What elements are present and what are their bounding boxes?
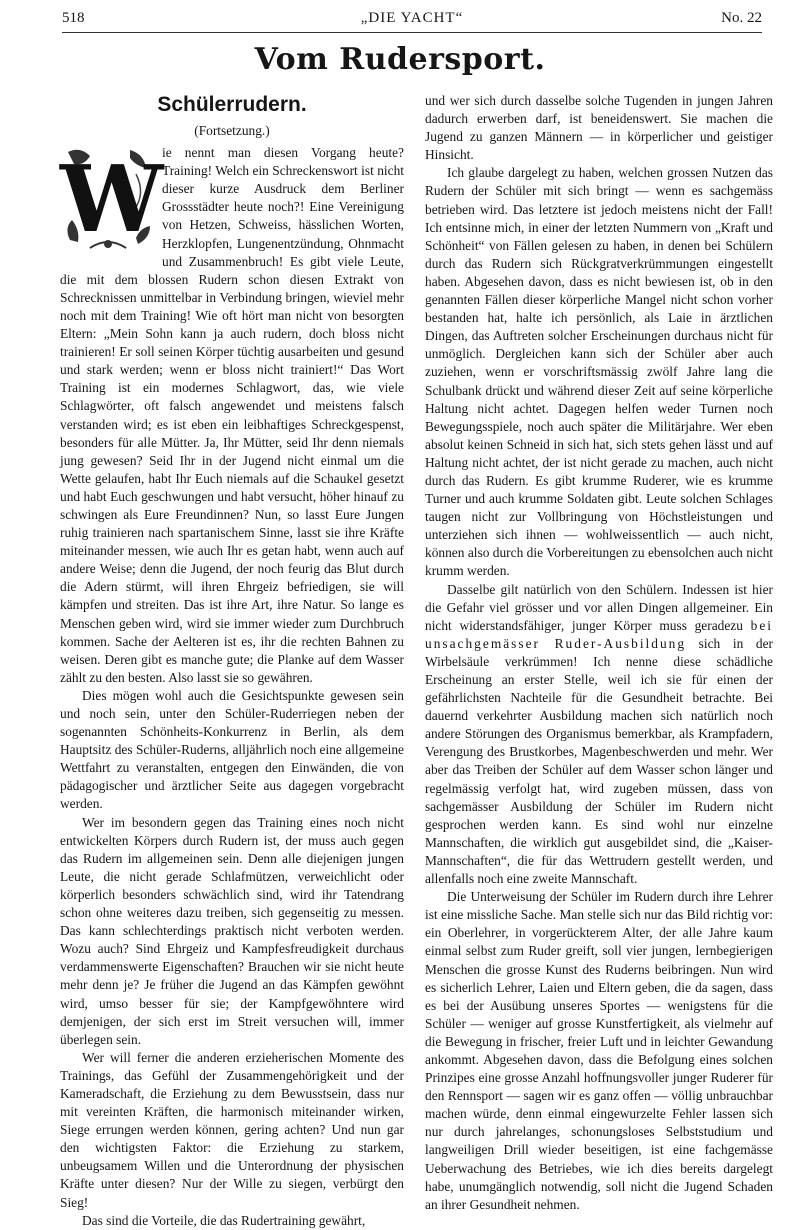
initial-letter: W	[60, 145, 164, 254]
page-number: 518	[62, 10, 85, 26]
emphasized-text: bei unsachgemässer Ruder-Ausbildung	[425, 617, 773, 651]
paragraph: Dies mögen wohl auch die Gesichtspunkte gewesen sein und noch sein, unter den Schüler-Ruderriegen neben der sogenannten Schönheits-Konkurrenz in Berlin, als dem Hauptsitz des Schüler-Ruderns, alljährlich noch eine allgemeine Wettfahrt zu veranstalten, entgegen den Einwänden, die von pädagogischer und ärztlicher Seite aus dagegen vorgebracht werden.	[60, 687, 404, 812]
issue-number: No. 22	[721, 10, 762, 26]
right-column	[425, 92, 773, 1214]
left-column	[60, 90, 404, 1230]
paragraph: Ich glaube dargelegt zu haben, welchen grossen Nutzen das Rudern der Schüler mit sich bringt — wenn es sachgemäss betrieben wird. Das letztere ist jedoch meistens nicht der Fall! Ich entsinne mich, in einer der letzten Nummern von „Kraft und Schönheit“ von Fällen gelesen zu haben, in denen bei Schülern durch das Rudern sich Rückgratverkrümmungen eingestellt haben. Abgesehen davon, dass es nicht bewiesen ist, ob in den genannten Fällen dieser körperliche Mangel nicht schon vorher bestanden hat, halte ich persönlich, als Laie in ärztlichen Dingen, das Auftreten solcher Erscheinungen durchaus nicht für unmöglich. Dergleichen kann sich der Schüler aber auch zuziehen, wenn er vorschriftsmässig zwölf Jahre lang die Schulbank drückt und während dieser Zeit auf seine körperliche Haltung nicht achtet. Dagegen helfen weder Turnen noch Bewegungsspiele, noch auch später die Militärjahre. Wer eben absolut keinen Schneid in sich hat, sich stets gehen lässt und auf Haltung nicht achtet, der ist nicht gerade zu machen, auch nicht durch das Rudern. Es gibt krumme Ruderer, wie es krumme Turner und auch krumme Soldaten gibt. Leute solchen Schlages taugen nicht zur Vollbringung von Höchstleistungen und unterziehen sich ihnen — wohlweissentlich — auch nicht, können also durch die Vorbereitungen zu ebensolchen auch nicht krumm werden.	[425, 165, 773, 579]
paragraph-text: Dasselbe gilt natürlich von den Schülern. Indessen ist hier die Gefahr viel grösser und vor allen Dingen allgemeiner. Ein nicht widerstandsfähiger, junger Körper muss geradezu	[425, 581, 773, 633]
paragraph-text: sich in der Wirbelsäule verkrümmen! Ich nenne diese schädliche Erscheinung an erster Stelle, weil ich sie für einen der gefährlichsten Nachteile für die Gesundheit betrachte. Bei dauernd verkehrter Ausbildung machen sich natürlich noch andere Störungen des Organismus bemerkbar, als Krampfadern, Verengung des Brustkorbes, Magenbeschwerden und mehr. Wer aber das Treiben der Schüler auf dem Wasser schon länger und regelmässig verfolgt hat, wird zugeben müssen, dass von sachgemässer Ausbildung der Schüler im Rudern nicht gesprochen werden kann. Es sind wohl nur einzelne Mannschaften, die wirklich gut ausgebildet sind, die „Kaiser-Mannschaften“, die für das Wettrudern gestellt werden, und allenfalls noch eine zweite Mannschaft.	[425, 635, 773, 887]
journal-title: „DIE YACHT“	[360, 10, 464, 26]
paragraph: ie nennt man diesen Vorgang heute? Training! Welch ein Schreckenswort ist nicht dieser kurze Ausdruck dem Berliner Grossstädter heute noch?! Eine Vereinigung von Hetzen, Schweiss, hässlichen Worten, Herzklopfen, Lungenentzündung, Ohnmacht und Zusammenbruch! Es gibt viele Leute, die mit dem blossen Rudern schon diesen Extrakt von Schrecknissen unmittelbar in Verbindung bringen, wieviel mehr noch mit dem Training! Wie oft hört man nicht von besorgten Eltern: „Mein Sohn kann ja auch rudern, doch bloss nicht trainieren! Er soll seinen Körper tüchtig ausarbeiten und gesund und stark werden; wenn er bloss nicht trainiert!“ Das Wort Training ist ein modernes Schlagwort, das, wie viele Schlagwörter, oft falsch angewendet und meistens falsch verstanden wird; es ist eben ein leibhaftiges Schreckgespenst, besonders für alle Mütter. Ja, Ihr Mütter, seid Ihr denn niemals jung gewesen? Seid Ihr in der Jugend nicht einmal um die Wette gelaufen, habt Ihr Euch niemals auf die Schaukel gesetzt und habt Euch geschwungen und habt versucht, höher hinauf zu schwingen als Eure Freundinnen? Nun, so lasst Eure Jungen ruhig trainieren nach spartanischem Sinne, lasst sie ihre Kräfte miteinander messen, wie auch Ihr es getan habt, wenn auch auf andere Weise; denn die Jugend, der noch feurig das Blut durch die Adern stürmt, will ihren Ehrgeiz befriedigen, sie will kämpfen und streiten. Das ist ihre Art, ihre Natur. So lange es Menschen geben wird, wird sie immer wieder zum Durchbruch kommen. Sache der Aelteren ist es, ihr die rechten Bahnen zu weisen. Deren gibt es manche gute; die Planke auf dem Wasser zählt zu den besten. Also lasst sie so gewähren.	[60, 145, 404, 685]
article-heading: Schülerrudern.	[157, 93, 307, 116]
page-header	[62, 6, 762, 32]
paragraph: Wer will ferner die anderen erzieherischen Momente des Trainings, das Gefühl der Zusammengehörigkeit und der Kameradschaft, die Erziehung zu dem Bewusstsein, dass nur mit vereinten Kräften, die harmonisch miteinander wirken, Siege errungen werden können, gering achten? Und nun gar den wichtigsten Faktor: die Erziehung zu starkem, unbeugsamem Willen und die Unterordnung der physischen Kräfte unter diesen? Nur der Wille zu siegen, verbürgt den Sieg!	[60, 1049, 404, 1210]
paragraph	[425, 581, 773, 889]
paragraph: Die Unterweisung der Schüler im Rudern durch ihre Lehrer ist eine missliche Sache. Man stelle sich nur das Bild richtig vor: ein Oberlehrer, in vorgerückterem Alter, der alle Jahre kaum einmal selbst zum Ruder greift, soll vier jungen, lernbegierigen Menschen die grosse Kunst des Ruderns beibringen. Nun wird es sicherlich Lehrer, Laien und Eltern geben, die da sagen, dass es bei der Ausübung unseres Sportes — wenigstens für die Schüler — weniger auf grosse Kunstfertigkeit, als vielmehr auf die Bewegung in frischer, freier Luft und in leichter Gewandung ankommt. Abgesehen davon, dass die Befolgung eines solchen Prinzipes eine grosse Anzahl hoffnungsvoller junger Ruderer für den Rennsport — sagen wir es ganz offen — völlig unbrauchbar machen würde, denn einmal eingewurzelte Fehler lassen sich nur durch jahrelanges, schonungsloses Selbststudium und langweiligen Drill wieder beseitigen, ist eine fachgemässe Ueberwachung des Betriebes, wie ich dies bereits dargelegt habe, unumgänglich notwendig, soll nicht die Jugend Schaden an ihrer Gesundheit nehmen.	[425, 889, 773, 1212]
section-title: Vom Rudersport.	[254, 42, 546, 77]
header-rule	[62, 32, 762, 33]
paragraph: und wer sich durch dasselbe solche Tugenden in jungen Jahren dadurch erwerben darf, ist beneidenswert. Sie machen die Jugend zu ganzen Männern — in körperlicher und geistiger Hinsicht.	[425, 93, 773, 163]
article-subheading: (Fortsetzung.)	[194, 123, 270, 138]
paragraph: Wer im besondern gegen das Training eines noch nicht entwickelten Körpers durch Rudern ist, der muss auch gegen das Rudern im allgemeinen sein. Denn alle diejenigen jungen Leute, die nicht gerade Schlafmützen, verweichlicht oder körperlich besonders schwächlich sind, wird ihr Tatendrang schon ohne weiteres dazu treiben, sich gegenseitig zu messen. Das kann schlechterdings praktisch nicht verboten werden. Wozu auch? Sind Ehrgeiz und Kampfesfreudigkeit durchaus verdammenswerte Eigenschaften? Brauchen wir sie nicht heute mehr denn je? Je früher die Jugend an das Kämpfen gewöhnt wird, umso besser für sie; der Kampfgewöhntere wird demjenigen, der sich erst im Streit versuchen will, immer überlegen sein.	[60, 814, 404, 1047]
decorated-initial	[60, 144, 164, 254]
paragraph: Das sind die Vorteile, die das Rudertraining gewährt,	[82, 1212, 366, 1228]
